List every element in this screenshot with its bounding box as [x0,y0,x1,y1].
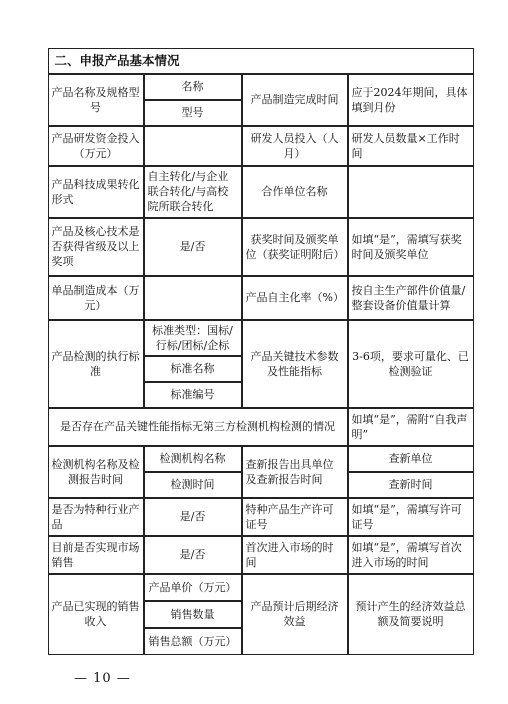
label-first-market-time: 首次进入市场的时间 [242,536,348,574]
hint-license-number: 如填“是”，需填写许可证号 [348,498,474,536]
label-name: 名称 [144,74,242,100]
label-rd-staff: 研发人员投入（人月） [242,126,348,166]
field-partner[interactable] [348,166,474,218]
label-standard-name: 标准名称 [144,356,242,382]
label-transfer-form: 产品科技成果转化形式 [48,166,144,218]
hint-completion-time: 应于2024年期间，具体填到月份 [348,74,474,126]
label-inspection-org: 检测机构名称 [144,446,242,472]
page-number: — 10 — [74,671,131,686]
award-yes-no[interactable]: 是/否 [144,218,242,276]
label-expected-benefit: 产品预计后期经济效益 [242,574,348,655]
label-novelty-report: 查新报告出具单位及查新报告时间 [242,446,348,498]
label-novelty-time: 查新时间 [348,472,474,498]
hint-first-market-time: 如填“是”，需填写首次进入市场的时间 [348,536,474,574]
label-special-industry: 是否为特种行业产品 [48,498,144,536]
label-rd-investment: 产品研发资金投入（万元） [48,126,144,166]
section-title: 二、申报产品基本情况 [48,48,474,74]
label-standard-type: 标准类型：国标/行标/团标/企标 [144,320,242,356]
transfer-options: 自主转化/与企业联合转化/与高校院所联合转化 [144,166,242,218]
hint-third-party: 如填“是”，需附“自我声明” [348,408,474,446]
label-sales-revenue: 产品已实现的销售收入 [48,574,144,655]
hint-expected-benefit: 预计产生的经济效益总额及简要说明 [348,574,474,655]
label-sales-total: 销售总额（万元） [144,628,242,655]
product-info-table [48,48,474,655]
label-product-name-model: 产品名称及规格型号 [48,74,144,126]
label-model: 型号 [144,100,242,126]
label-partner: 合作单位名称 [242,166,348,218]
label-inspection-agency: 检测机构名称及检测报告时间 [48,446,144,498]
label-unit-cost: 单品制造成本（万元） [48,276,144,320]
label-award: 产品及核心技术是否获得省级及以上奖项 [48,218,144,276]
label-completion-time: 产品制造完成时间 [242,74,348,126]
label-novelty-org: 查新单位 [348,446,474,472]
label-third-party-question: 是否存在产品关键性能指标无第三方检测机构检测的情况 [48,408,348,446]
label-autonomy-rate: 产品自主化率（%） [242,276,348,320]
label-license-number: 特种产品生产许可证号 [242,498,348,536]
label-inspection-time: 检测时间 [144,472,242,498]
field-unit-cost[interactable] [144,276,242,320]
market-yes-no[interactable]: 是/否 [144,536,242,574]
label-key-parameters: 产品关键技术参数及性能指标 [242,320,348,408]
label-unit-price: 产品单价（万元） [144,574,242,601]
label-standard-number: 标准编号 [144,382,242,408]
label-execution-standard: 产品检测的执行标准 [48,320,144,408]
field-rd-investment[interactable] [144,126,242,166]
label-sales-quantity: 销售数量 [144,601,242,628]
hint-rd-staff: 研发人员数量×工作时间 [348,126,474,166]
label-award-info: 获奖时间及颁奖单位（获奖证明附后） [242,218,348,276]
hint-key-parameters: 3-6项，要求可量化、已检测验证 [348,320,474,408]
hint-award-info: 如填“是”，需填写获奖时间及颁奖单位 [348,218,474,276]
special-yes-no[interactable]: 是/否 [144,498,242,536]
label-market-sales: 目前是否实现市场销售 [48,536,144,574]
hint-autonomy-rate: 按自主生产部件价值量/整套设备价值量计算 [348,276,474,320]
